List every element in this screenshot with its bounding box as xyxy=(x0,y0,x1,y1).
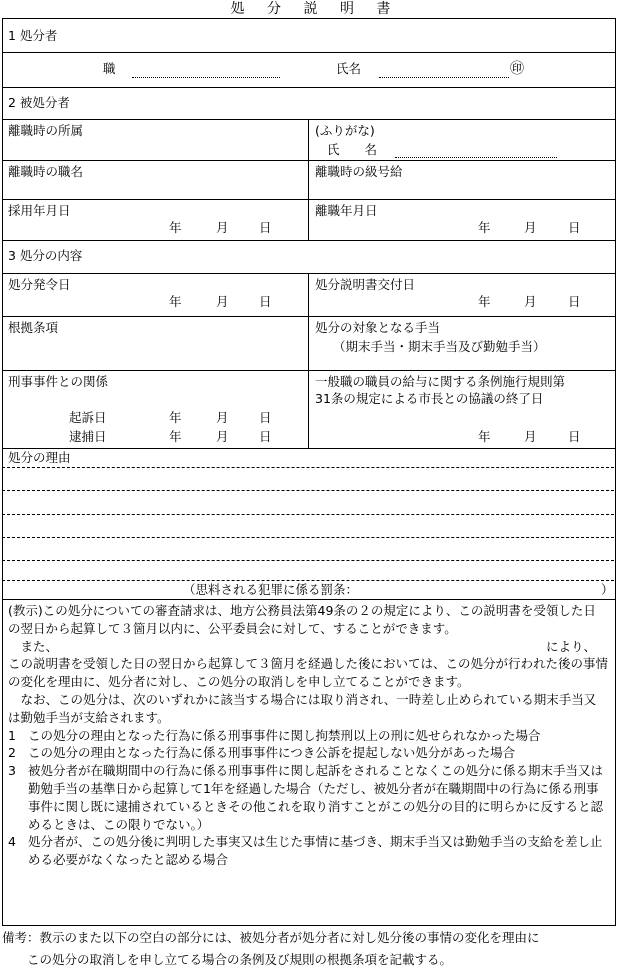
indictment-month-unit: 月 xyxy=(216,410,229,425)
instruction-by: によ xyxy=(546,638,572,654)
delivery-month-unit: 月 xyxy=(524,294,537,309)
furigana-label: (ふりがな) xyxy=(315,123,375,138)
row-divider xyxy=(2,160,616,161)
consultation-year-unit: 年 xyxy=(478,429,491,444)
basis-label: 根拠条項 xyxy=(8,320,59,335)
hire-month-unit: 月 xyxy=(216,220,229,235)
condition-item xyxy=(8,762,608,833)
seal-mark: ㊞ xyxy=(510,61,524,77)
issue-day-unit: 日 xyxy=(259,294,272,309)
hire-day-unit: 日 xyxy=(259,220,272,235)
condition-text: 処分者が、この処分後に判明した事実又は生じた事情に基づき、期末手当又は勤勉手当の支給を差し止める必要がなくなったと認める場合 xyxy=(28,834,603,868)
row-divider xyxy=(2,316,616,317)
allowance-value: （期末手当・期末手当及び勤勉手当） xyxy=(333,339,546,354)
disposer-position-field[interactable] xyxy=(132,77,280,78)
remarks-line: この処分の取消しを申し立てる場合の条例及び規則の根拠条項を記載する。 xyxy=(2,952,453,967)
reason-line xyxy=(2,467,614,468)
disposed-name-label: 氏 名 xyxy=(327,142,378,157)
arrest-day-unit: 日 xyxy=(259,429,272,444)
section3-heading: 3 処分の内容 xyxy=(8,248,83,263)
reason-label: 処分の理由 xyxy=(8,450,71,465)
job-title-label: 離職時の職名 xyxy=(8,164,84,179)
condition-item xyxy=(8,744,608,762)
criminal-relation-label: 刑事事件との関係 xyxy=(8,374,109,389)
leave-day-unit: 日 xyxy=(568,220,581,235)
delivery-year-unit: 年 xyxy=(478,294,491,309)
leave-month-unit: 月 xyxy=(524,220,537,235)
reason-line xyxy=(2,537,614,538)
consultation-month-unit: 月 xyxy=(524,429,537,444)
hire-date-label: 採用年月日 xyxy=(8,203,71,218)
allowance-label: 処分の対象となる手当 xyxy=(315,320,441,335)
section1-heading: 1 処分者 xyxy=(8,28,58,43)
column-divider xyxy=(308,119,309,240)
consultation-label-line2: 31条の規定による市長との協議の終了日 xyxy=(315,391,544,406)
arrest-year-unit: 年 xyxy=(169,429,182,444)
indictment-date-label: 起訴日 xyxy=(69,410,107,425)
condition-text: 被処分者が在職期間中の行為に係る刑事事件に関し起訴をされることなくこの処分に係る期末手当又は勤勉手当の基準日から起算して1年を経過した場合（ただし、被処分者が在職期間中の行為に係る刑事事件に関し既に逮捕されているときその他これを取り消すことがこの処分の目的に明らかに反すると認めるときは、この限りでない。） xyxy=(28,763,604,832)
disposer-name-field[interactable] xyxy=(379,77,509,78)
disposed-name-field[interactable] xyxy=(395,157,557,158)
remarks-line: 備考：教示のまた以下の空白の部分には、被処分者が処分者に対し処分後の事情の変化を理由に xyxy=(2,930,540,945)
penalty-clause-open: （思料される犯罪に係る罰条： xyxy=(183,582,359,597)
condition-text: この処分の理由となった行為に係る刑事事件につき公訴を提起しない処分があった場合 xyxy=(28,745,516,761)
condition-item xyxy=(8,727,608,745)
disposer-name-label: 氏名 xyxy=(336,61,362,76)
condition-number: 1 xyxy=(8,727,16,743)
leave-year-unit: 年 xyxy=(478,220,491,235)
column-divider xyxy=(308,273,309,448)
condition-item xyxy=(8,833,608,869)
reason-line xyxy=(2,490,614,491)
condition-number: 4 xyxy=(8,834,16,850)
delivery-day-unit: 日 xyxy=(568,294,581,309)
row-divider xyxy=(2,370,616,371)
section2-heading: 2 被処分者 xyxy=(8,95,70,110)
condition-text: この処分の理由となった行為に係る刑事事件に関し拘禁刑以上の刑に処せられなかった場合 xyxy=(28,727,541,743)
reason-line xyxy=(2,580,614,581)
row-divider xyxy=(2,119,616,120)
instruction-paragraph xyxy=(8,638,608,691)
row-divider xyxy=(2,87,616,88)
document-title: 処 分 説 明 書 xyxy=(230,1,400,17)
instruction-block xyxy=(8,602,608,869)
instruction-paragraph: (教示)この処分についての審査請求は、地方公務員法第49条の２の規定により、この説明書を受領した日の翌日から起算して３箇月以内に、公平委員会に対して、することができます。 xyxy=(8,603,596,636)
disposer-position-label: 職 xyxy=(103,61,116,76)
indictment-day-unit: 日 xyxy=(259,410,272,425)
consultation-label-line1: 一般職の職員の給与に関する条例施行規則第 xyxy=(315,374,566,389)
condition-number: 2 xyxy=(8,745,16,761)
row-divider xyxy=(2,52,616,53)
reason-line xyxy=(2,514,614,515)
row-divider xyxy=(2,240,616,241)
penalty-clause-close: ） xyxy=(601,582,614,597)
issue-year-unit: 年 xyxy=(169,294,182,309)
arrest-date-label: 逮捕日 xyxy=(69,429,107,444)
consultation-day-unit: 日 xyxy=(568,429,581,444)
row-divider xyxy=(2,599,616,600)
row-divider xyxy=(2,199,616,200)
row-divider xyxy=(2,448,616,449)
remarks-note xyxy=(2,927,628,971)
instruction-rest: り、この説明書を受領した日の翌日から起算して３箇月を経過した後においては、この処分が行われた後の事情の変化を理由に、処分者に対し、この処分の取消しを申し立てることができます。 xyxy=(8,638,609,690)
indictment-year-unit: 年 xyxy=(169,410,182,425)
instruction-also: また、 xyxy=(8,638,59,654)
instruction-paragraph: なお、この処分は、次のいずれかに該当する場合には取り消され、一時差し止められている期末手当又は勤勉手当が支給されます。 xyxy=(8,691,597,725)
leave-date-label: 離職年月日 xyxy=(315,203,378,218)
delivery-date-label: 処分説明書交付日 xyxy=(315,277,416,292)
condition-number: 3 xyxy=(8,763,16,779)
grade-label: 離職時の級号給 xyxy=(315,164,403,179)
row-divider xyxy=(2,273,616,274)
hire-year-unit: 年 xyxy=(169,220,182,235)
arrest-month-unit: 月 xyxy=(216,429,229,444)
affiliation-label: 離職時の所属 xyxy=(8,123,84,138)
issue-date-label: 処分発令日 xyxy=(8,277,71,292)
reason-line xyxy=(2,560,614,561)
issue-month-unit: 月 xyxy=(216,294,229,309)
